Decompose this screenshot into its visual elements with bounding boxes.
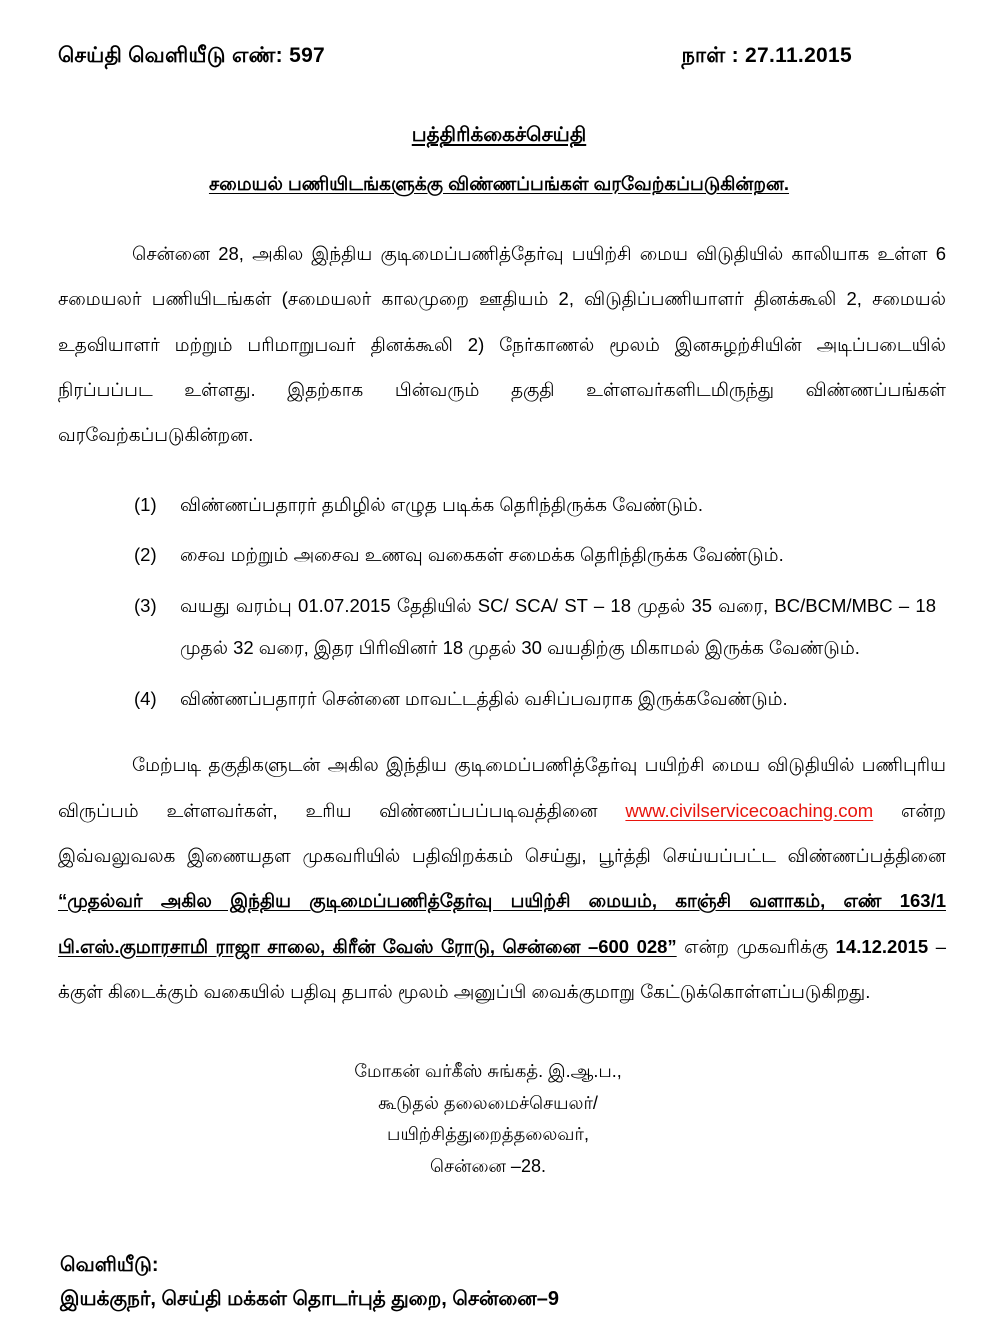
eligibility-list [58,484,946,721]
paragraph-2-part3: என்ற முகவரிக்கு [676,935,836,957]
deadline-date: 14.12.2015 [835,935,929,957]
page-subtitle: சமையல் பணியிடங்களுக்கு விண்ணப்பங்கள் வரவேற்கப்படுகின்றன. [208,173,790,194]
list-item-number: (3) [134,594,157,616]
list-item-number: (4) [134,687,157,709]
list-item-label: விண்ணப்பதாரர் சென்னை மாவட்டத்தில் வசிப்பவராக இருக்கவேண்டும். [180,687,788,709]
website-link[interactable]: www.civilservicecoaching.com [625,799,874,821]
paragraph-2-part1: மேற்படி தகுதிகளுடன் அகில இந்திய குடிமைப்பணித்தேர்வு பயிற்சி மைய விடுதியில் பணிபுரிய விருப்பம் உள்ளவர்கள், உரிய விண்ணப்பப்படிவத்தினை [58,754,946,821]
list-item-number: (2) [134,544,157,566]
paragraph-1: சென்னை 28, அகில இந்திய குடிமைப்பணித்தேர்வு பயிற்சி மைய விடுதியில் காலியாக உள்ள 6 சமையலர் பணியிடங்கள் (சமையலர் காலமுறை ஊதியம் 2, விடுதிப்பணியாளர் தினக்கூலி 2, சமையல் உதவியாளர் மற்றும் பரிமாறுபவர் தினக்கூலி 2) நேர்காணல் மூலம் இனசுழற்சியின் அடிப்படையில் நிரப்பப்பட உள்ளது. இதற்காக பின்வரும் தகுதி உள்ளவர்களிடமிருந்து விண்ணப்பங்கள் வரவேற்கப்படுகின்றன. [58,243,946,446]
signatory-designation-1: கூடுதல் தலைமைச்செயலர்/ [378,1092,598,1113]
signature-block [36,1056,962,1182]
list-item [134,585,936,670]
list-item-label: சைவ மற்றும் அசைவ உணவு வகைகள் சமைக்க தெரிந்திருக்க வேண்டும். [180,544,784,566]
title-block [36,124,962,197]
list-item [134,678,936,721]
document-body [36,231,962,1014]
document-footer [36,1248,962,1316]
list-item-number: (1) [134,493,157,515]
paragraph-2-part4: – க்குள் கிடைக்கும் வகையில் பதிவு தபால் மூலம் அனுப்பி வைக்குமாறு கேட்டுக்கொள்ளப்படுகிறது. [58,935,946,1002]
release-number: செய்தி வெளியீடு எண்: 597 [58,44,326,67]
signatory-location: சென்னை –28. [430,1155,546,1176]
release-date: நாள் : 27.11.2015 [681,44,852,67]
list-item-label: விண்ணப்பதாரர் தமிழில் எழுத படிக்க தெரிந்திருக்க வேண்டும். [180,493,704,515]
list-item-label: வயது வரம்பு 01.07.2015 தேதியில் SC/ SCA/ ST – 18 முதல் 35 வரை, BC/BCM/MBC – 18 முதல் 32 வரை, இதர பிரிவினர் 18 முதல் 30 வயதிற்கு மிகாமல் இருக்க வேண்டும். [180,594,936,659]
signatory-name: மோகன் வர்கீஸ் சுங்கத். இ.ஆ.ப., [354,1061,622,1082]
paragraph-2 [58,742,946,1014]
signatory-designation-2: பயிற்சித்துறைத்தலைவர், [387,1124,589,1145]
footer-label: வெளியீடு: [60,1254,159,1277]
paragraph-2-part2: என்ற இவ்வலுவலக இணையதள முகவரியில் பதிவிறக்கம் செய்து, பூர்த்தி செய்யப்பட்ட விண்ணப்பத்தினை [58,799,947,866]
document-header [36,44,962,70]
list-item [134,534,936,577]
page-title: பத்திரிக்கைச்செய்தி [411,124,587,146]
footer-issuer: இயக்குநர், செய்தி மக்கள் தொடர்புத் துறை, சென்னை–9 [60,1288,559,1311]
list-item [134,484,936,527]
postal-address: “முதல்வர் அகில இந்திய குடிமைப்பணித்தேர்வு பயிற்சி மையம், காஞ்சி வளாகம், எண் 163/1 பி.எஸ்.குமாரசாமி ராஜா சாலை, கிரீன் வேஸ் ரோடு, சென்னை –600 028” [58,890,946,957]
